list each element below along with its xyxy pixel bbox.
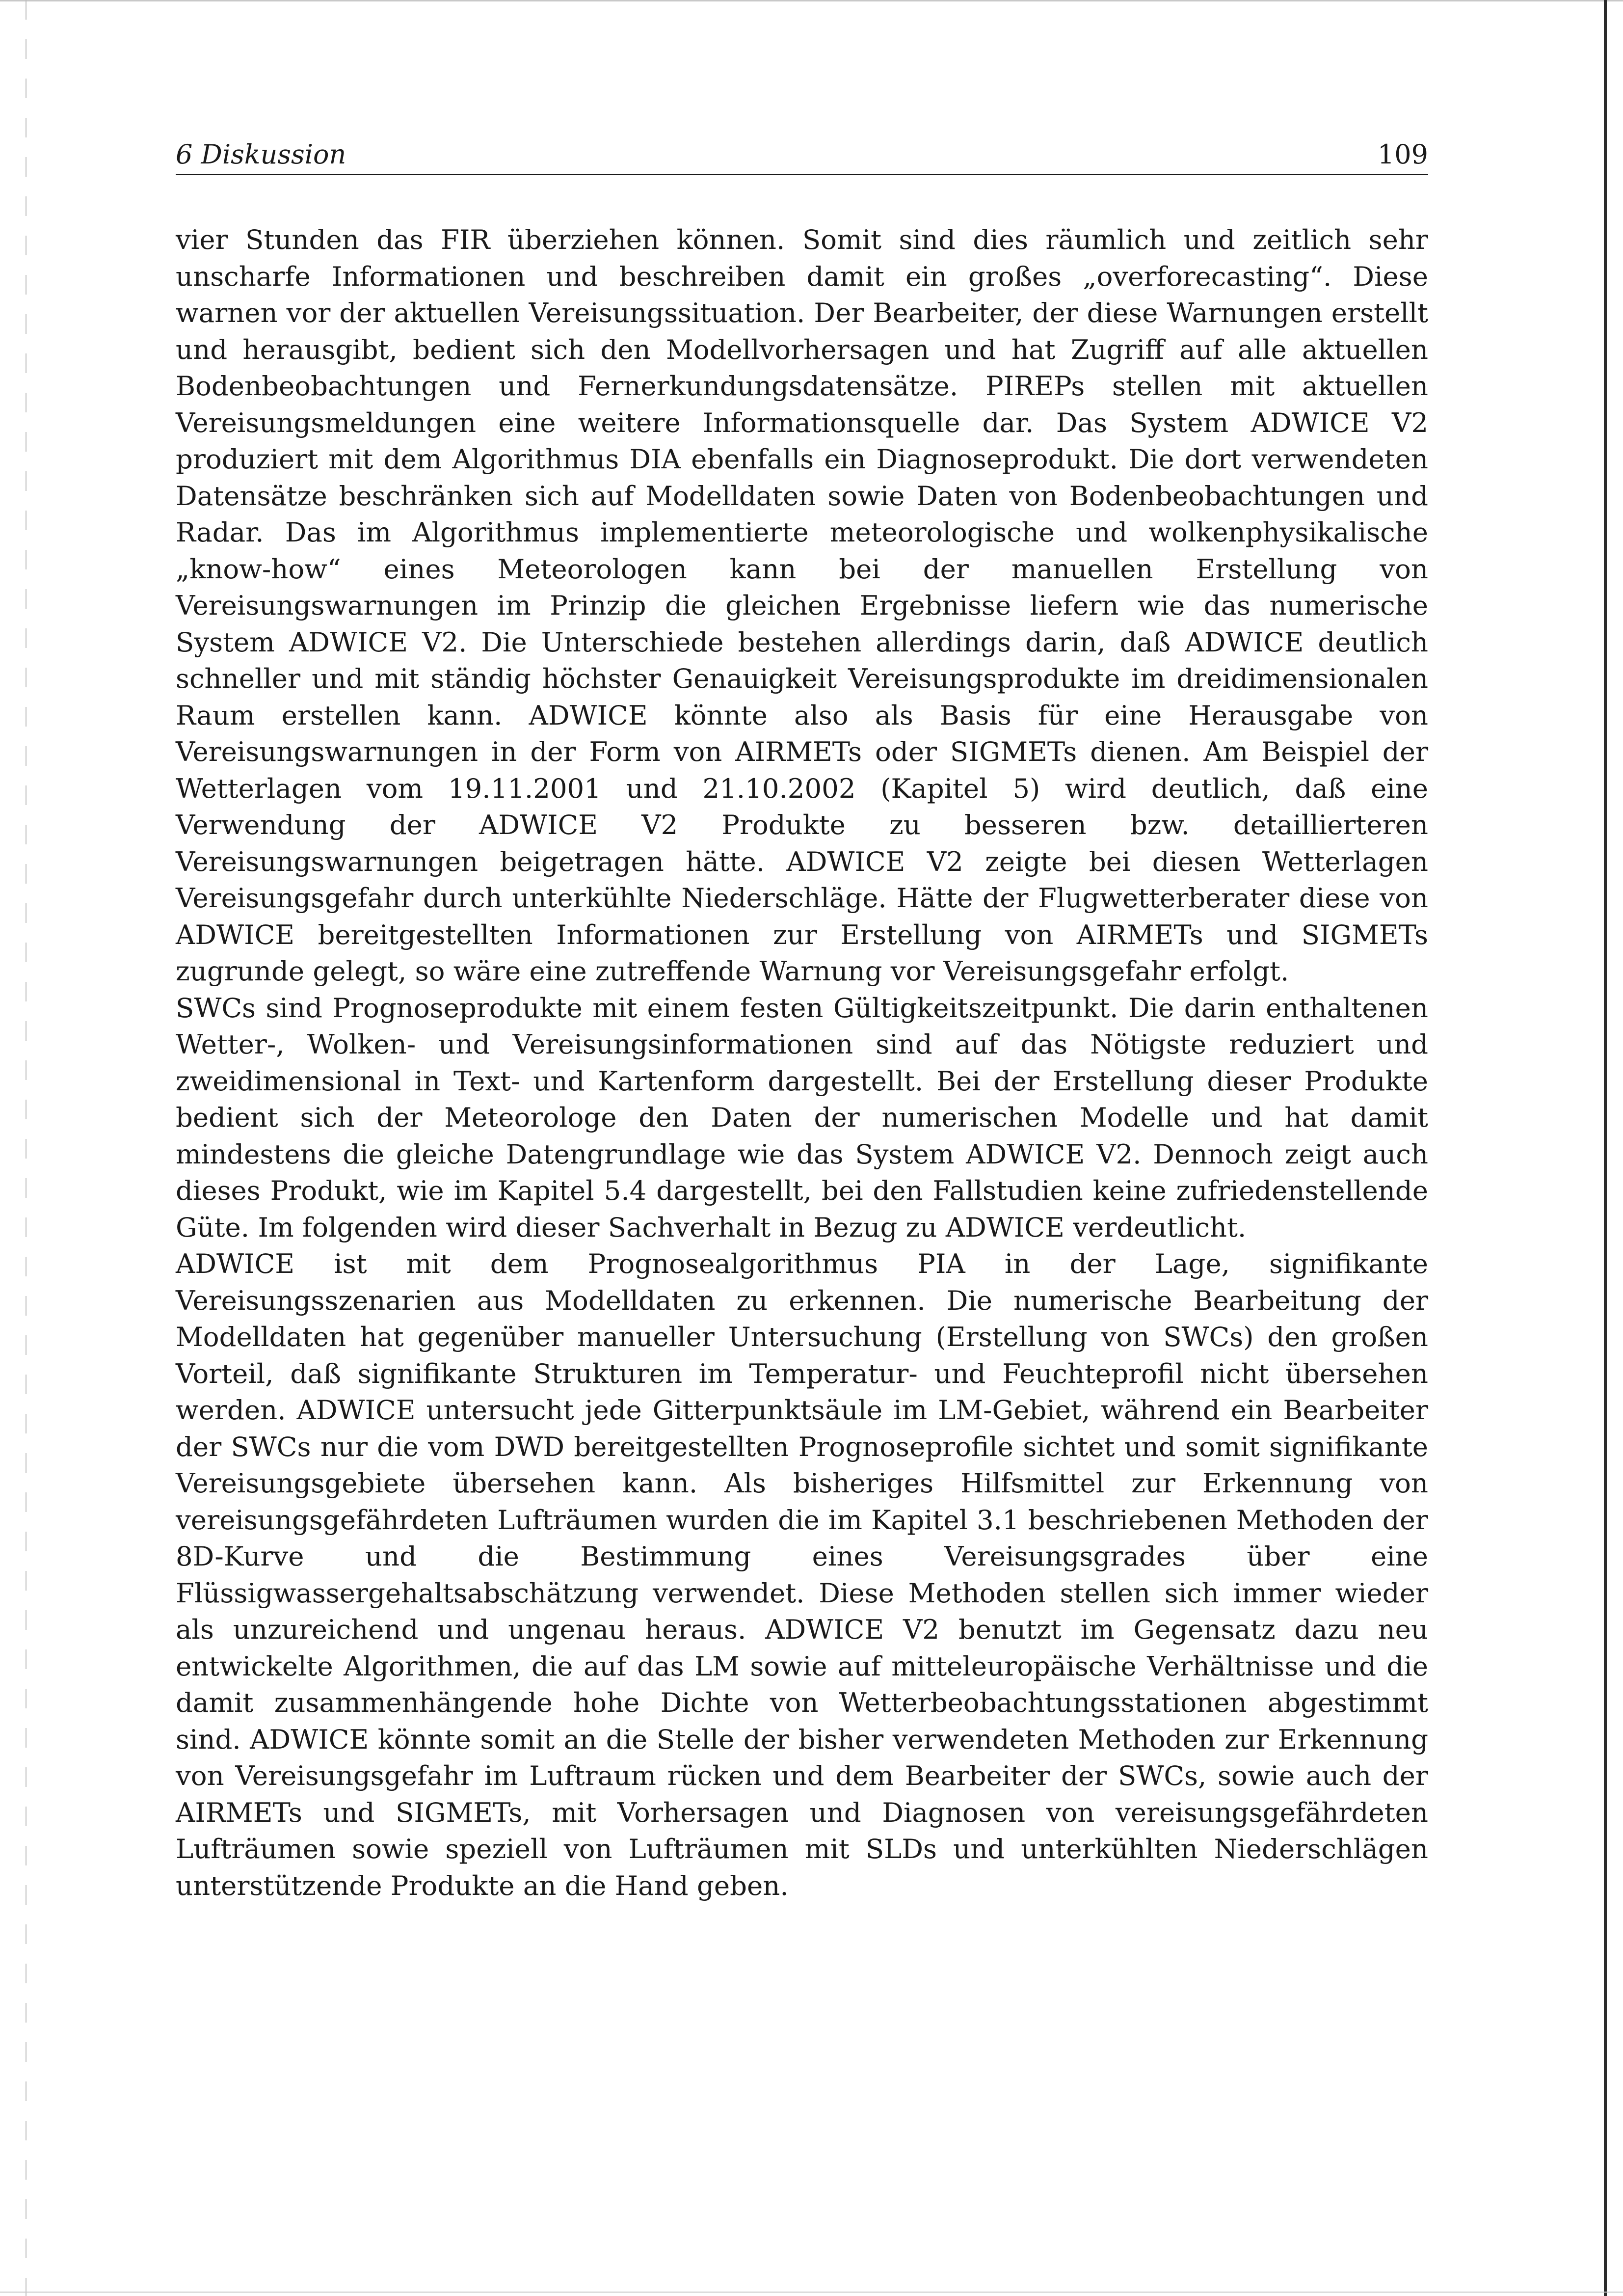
paragraph: ADWICE ist mit dem Prognosealgorithmus PIA in der Lage, signifikante Vereisungsszenarien aus Modelldaten zu erkennen. Die numerische Bearbeitung der Modelldaten hat gegenüber manueller Untersuchung (Erstellung von SWCs) den großen Vorteil, daß signifikante Strukturen im Temperatur- und Feuchteprofil nicht übersehen werden. ADWICE untersucht jede Gitterpunktsäule im LM-Gebiet, während ein Bearbeiter der SWCs nur die vom DWD bereitgestellten Prognoseprofile sichtet und somit signifikante Vereisungsgebiete übersehen kann. Als bisheriges Hilfsmittel zur Erkennung von vereisungsgefährdeten Lufträumen wurden die im Kapitel 3.1 beschriebenen Methoden der 8D-Kurve und die Bestimmung eines Vereisungsgrades über eine Flüssigwassergehaltsabschätzung verwendet. Diese Methoden stellen sich immer wieder als unzureichend und ungenau heraus. ADWICE V2 benutzt im Gegensatz dazu neu entwickelte Algorithmen, die auf das LM sowie auf mitteleuropäische Verhältnisse und die damit zusammenhängende hohe Dichte von Wetterbeobachtungsstationen abgestimmt sind. ADWICE könnte somit an die Stelle der bisher verwendeten Methoden zur Erkennung von Vereisungsgefahr im Luftraum rücken und dem Bearbeiter der SWCs, sowie auch der AIRMETs und SIGMETs, mit Vorhersagen und Diagnosen von vereisungsgefährdeten Lufträumen sowie speziell von Lufträumen mit SLDs und unterkühlten Niederschlägen unterstützende Produkte an die Hand geben. [176,1248,1428,1901]
paragraph: vier Stunden das FIR überziehen können. Somit sind dies räumlich und zeitlich sehr unscharfe Informationen und beschreiben damit ein großes „overforecasting“. Diese warnen vor der aktuellen Vereisungssituation. Der Bearbeiter, der diese Warnungen erstellt und herausgibt, bedient sich den Modellvorhersagen und hat Zugriff auf alle aktuellen Bodenbeobachtungen und Fernerkundungsdatensätze. PIREPs stellen mit aktuellen Vereisungsmeldungen eine weitere Informationsquelle dar. Das System ADWICE V2 produziert mit dem Algorithmus DIA ebenfalls ein Diagnoseprodukt. Die dort verwendeten Datensätze beschränken sich auf Modelldaten sowie Daten von Bodenbeobachtungen und Radar. Das im Algorithmus implementierte meteorologische und wolkenphysikalische „know-how“ eines Meteorologen kann bei der manuellen Erstellung von Vereisungswarnungen im Prinzip die gleichen Ergebnisse liefern wie das numerische System ADWICE V2. Die Unterschiede bestehen allerdings darin, daß ADWICE deutlich schneller und mit ständig höchster Genauigkeit Vereisungsprodukte im dreidimensionalen Raum erstellen kann. ADWICE könnte also als Basis für eine Herausgabe von Vereisungswarnungen in der Form von AIRMETs oder SIGMETs dienen. Am Beispiel der Wetterlagen vom 19.11.2001 und 21.10.2002 (Kapitel 5) wird deutlich, daß eine Verwendung der ADWICE V2 Produkte zu besseren bzw. detaillierteren Vereisungswarnungen beigetragen hätte. ADWICE V2 zeigte bei diesen Wetterlagen Vereisungsgefahr durch unterkühlte Niederschläge. Hätte der Flugwetterberater diese von ADWICE bereitgestellten Informationen zur Erstellung von AIRMETs und SIGMETs zugrunde gelegt, so wäre eine zutreffende Warnung vor Vereisungsgefahr erfolgt. [176,224,1428,987]
scan-border-top [0,0,1623,1]
page-number: 109 [1377,139,1428,170]
running-header [176,138,1428,175]
document-page [176,138,1428,1904]
scan-border-left [26,0,27,2296]
chapter-title: 6 Diskussion [176,139,346,170]
scan-border-bottom [0,2292,1623,2293]
paragraph: SWCs sind Prognoseprodukte mit einem festen Gültigkeitszeitpunkt. Die darin enthaltenen Wetter-, Wolken- und Vereisungsinformationen sind auf das Nötigste reduziert und zweidimensional in Text- und Kartenform dargestellt. Bei der Erstellung dieser Produkte bedient sich der Meteorologe den Daten der numerischen Modelle und hat damit mindestens die gleiche Datengrundlage wie das System ADWICE V2. Dennoch zeigt auch dieses Produkt, wie im Kapitel 5.4 dargestellt, bei den Fallstudien keine zufriedenstellende Güte. Im folgenden wird dieser Sachverhalt in Bezug zu ADWICE verdeutlicht. [176,992,1428,1243]
scan-border-right [1604,0,1607,2296]
body-text [176,221,1428,1904]
